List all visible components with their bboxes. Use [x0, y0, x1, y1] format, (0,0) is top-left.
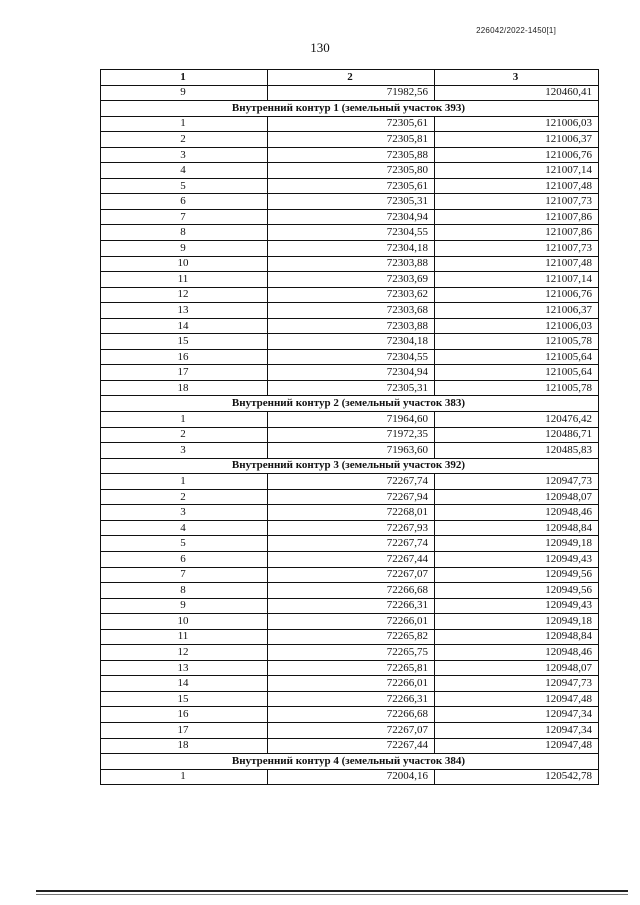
y-coordinate-cell: 120948,46 — [435, 645, 599, 661]
point-number-cell: 1 — [101, 769, 268, 785]
x-coordinate-cell: 72266,68 — [268, 583, 435, 599]
y-coordinate-cell: 120949,18 — [435, 536, 599, 552]
table-row — [101, 489, 599, 505]
point-number-cell: 4 — [101, 520, 268, 536]
point-number-cell: 5 — [101, 536, 268, 552]
table-row — [101, 147, 599, 163]
point-number-cell: 13 — [101, 303, 268, 319]
table-row — [101, 645, 599, 661]
x-coordinate-cell: 72268,01 — [268, 505, 435, 521]
document-id: 226042/2022-1450[1] — [476, 26, 556, 35]
y-coordinate-cell: 120949,18 — [435, 614, 599, 630]
x-coordinate-cell: 72305,61 — [268, 178, 435, 194]
table-row — [101, 536, 599, 552]
table-row — [101, 722, 599, 738]
point-number-cell: 14 — [101, 318, 268, 334]
table-row — [101, 116, 599, 132]
y-coordinate-cell: 120947,34 — [435, 707, 599, 723]
table-row — [101, 427, 599, 443]
table-row — [101, 474, 599, 490]
x-coordinate-cell: 72303,88 — [268, 318, 435, 334]
point-number-cell: 16 — [101, 707, 268, 723]
x-coordinate-cell: 72305,31 — [268, 194, 435, 210]
section-header-row — [101, 754, 599, 770]
point-number-cell: 3 — [101, 505, 268, 521]
point-number-cell: 2 — [101, 132, 268, 148]
y-coordinate-cell: 120542,78 — [435, 769, 599, 785]
y-coordinate-cell: 121007,48 — [435, 256, 599, 272]
table-row — [101, 303, 599, 319]
table-row — [101, 209, 599, 225]
y-coordinate-cell: 121006,37 — [435, 303, 599, 319]
table-row — [101, 334, 599, 350]
table-row — [101, 272, 599, 288]
y-coordinate-cell: 121005,78 — [435, 380, 599, 396]
point-number-cell: 7 — [101, 209, 268, 225]
table-row — [101, 412, 599, 428]
table-header-row — [101, 70, 599, 86]
table-row — [101, 707, 599, 723]
x-coordinate-cell: 72266,31 — [268, 691, 435, 707]
y-coordinate-cell: 121007,73 — [435, 194, 599, 210]
point-number-cell: 6 — [101, 551, 268, 567]
point-number-cell: 8 — [101, 225, 268, 241]
section-header-row — [101, 101, 599, 117]
point-number-cell: 17 — [101, 722, 268, 738]
y-coordinate-cell: 121007,14 — [435, 163, 599, 179]
point-number-cell: 11 — [101, 272, 268, 288]
table-row — [101, 551, 599, 567]
x-coordinate-cell: 72305,61 — [268, 116, 435, 132]
column-header-number: 1 — [101, 70, 268, 86]
y-coordinate-cell: 121007,73 — [435, 241, 599, 257]
x-coordinate-cell: 72304,18 — [268, 334, 435, 350]
point-number-cell: 9 — [101, 241, 268, 257]
x-coordinate-cell: 72304,55 — [268, 349, 435, 365]
table-row — [101, 178, 599, 194]
bottom-rule-thin — [36, 894, 628, 895]
point-number-cell: 2 — [101, 489, 268, 505]
point-number-cell: 12 — [101, 287, 268, 303]
x-coordinate-cell: 72305,81 — [268, 132, 435, 148]
section-label: Внутренний контур 3 (земельный участок 392) — [101, 458, 599, 474]
table-row — [101, 660, 599, 676]
table-row — [101, 163, 599, 179]
y-coordinate-cell: 121006,76 — [435, 147, 599, 163]
table-row — [101, 318, 599, 334]
table-row — [101, 629, 599, 645]
column-header-y: 3 — [435, 70, 599, 86]
table-body — [101, 85, 599, 785]
y-coordinate-cell: 120949,56 — [435, 583, 599, 599]
table-row — [101, 738, 599, 754]
table-row — [101, 614, 599, 630]
x-coordinate-cell: 72305,80 — [268, 163, 435, 179]
x-coordinate-cell: 72265,82 — [268, 629, 435, 645]
x-coordinate-cell: 72267,07 — [268, 567, 435, 583]
x-coordinate-cell: 72267,74 — [268, 536, 435, 552]
x-coordinate-cell: 71964,60 — [268, 412, 435, 428]
x-coordinate-cell: 72266,68 — [268, 707, 435, 723]
x-coordinate-cell: 72267,74 — [268, 474, 435, 490]
x-coordinate-cell: 72304,94 — [268, 209, 435, 225]
x-coordinate-cell: 72305,31 — [268, 380, 435, 396]
y-coordinate-cell: 120947,73 — [435, 676, 599, 692]
section-header-row — [101, 396, 599, 412]
table-row — [101, 365, 599, 381]
point-number-cell: 10 — [101, 256, 268, 272]
y-coordinate-cell: 120460,41 — [435, 85, 599, 101]
x-coordinate-cell: 72303,69 — [268, 272, 435, 288]
y-coordinate-cell: 121006,03 — [435, 318, 599, 334]
table-row — [101, 256, 599, 272]
y-coordinate-cell: 120476,42 — [435, 412, 599, 428]
page-number: 130 — [310, 40, 330, 55]
y-coordinate-cell: 120947,48 — [435, 738, 599, 754]
section-label: Внутренний контур 4 (земельный участок 384) — [101, 754, 599, 770]
x-coordinate-cell: 72266,01 — [268, 676, 435, 692]
y-coordinate-cell: 120949,43 — [435, 551, 599, 567]
y-coordinate-cell: 120949,43 — [435, 598, 599, 614]
table-row — [101, 225, 599, 241]
point-number-cell: 4 — [101, 163, 268, 179]
x-coordinate-cell: 72303,88 — [268, 256, 435, 272]
y-coordinate-cell: 120948,84 — [435, 520, 599, 536]
y-coordinate-cell: 121006,76 — [435, 287, 599, 303]
point-number-cell: 11 — [101, 629, 268, 645]
point-number-cell: 17 — [101, 365, 268, 381]
y-coordinate-cell: 121006,03 — [435, 116, 599, 132]
y-coordinate-cell: 121007,48 — [435, 178, 599, 194]
x-coordinate-cell: 72304,94 — [268, 365, 435, 381]
section-label: Внутренний контур 2 (земельный участок 383) — [101, 396, 599, 412]
table-row — [101, 349, 599, 365]
point-number-cell: 6 — [101, 194, 268, 210]
x-coordinate-cell: 72267,44 — [268, 738, 435, 754]
point-number-cell: 9 — [101, 598, 268, 614]
x-coordinate-cell: 72305,88 — [268, 147, 435, 163]
point-number-cell: 1 — [101, 116, 268, 132]
point-number-cell: 15 — [101, 334, 268, 350]
section-label: Внутренний контур 1 (земельный участок 393) — [101, 101, 599, 117]
table-row — [101, 132, 599, 148]
y-coordinate-cell: 120947,48 — [435, 691, 599, 707]
point-number-cell: 13 — [101, 660, 268, 676]
y-coordinate-cell: 121007,14 — [435, 272, 599, 288]
y-coordinate-cell: 121005,64 — [435, 349, 599, 365]
point-number-cell: 2 — [101, 427, 268, 443]
table-row — [101, 380, 599, 396]
bottom-rule — [36, 890, 628, 892]
point-number-cell: 7 — [101, 567, 268, 583]
point-number-cell: 16 — [101, 349, 268, 365]
point-number-cell: 9 — [101, 85, 268, 101]
y-coordinate-cell: 121007,86 — [435, 225, 599, 241]
table-row — [101, 567, 599, 583]
y-coordinate-cell: 120485,83 — [435, 443, 599, 459]
table-row — [101, 443, 599, 459]
x-coordinate-cell: 72266,31 — [268, 598, 435, 614]
point-number-cell: 3 — [101, 443, 268, 459]
y-coordinate-cell: 120948,46 — [435, 505, 599, 521]
point-number-cell: 15 — [101, 691, 268, 707]
x-coordinate-cell: 71963,60 — [268, 443, 435, 459]
y-coordinate-cell: 120948,84 — [435, 629, 599, 645]
table-row — [101, 287, 599, 303]
y-coordinate-cell: 121005,64 — [435, 365, 599, 381]
x-coordinate-cell: 72303,68 — [268, 303, 435, 319]
point-number-cell: 5 — [101, 178, 268, 194]
section-header-row — [101, 458, 599, 474]
y-coordinate-cell: 120947,34 — [435, 722, 599, 738]
table-row — [101, 85, 599, 101]
table-row — [101, 520, 599, 536]
x-coordinate-cell: 72266,01 — [268, 614, 435, 630]
x-coordinate-cell: 72267,44 — [268, 551, 435, 567]
x-coordinate-cell: 72303,62 — [268, 287, 435, 303]
table-row — [101, 769, 599, 785]
x-coordinate-cell: 72304,18 — [268, 241, 435, 257]
x-coordinate-cell: 72004,16 — [268, 769, 435, 785]
y-coordinate-cell: 120948,07 — [435, 660, 599, 676]
x-coordinate-cell: 72267,07 — [268, 722, 435, 738]
x-coordinate-cell: 72304,55 — [268, 225, 435, 241]
table-row — [101, 676, 599, 692]
point-number-cell: 10 — [101, 614, 268, 630]
y-coordinate-cell: 120486,71 — [435, 427, 599, 443]
table-row — [101, 583, 599, 599]
x-coordinate-cell: 71982,56 — [268, 85, 435, 101]
y-coordinate-cell: 121007,86 — [435, 209, 599, 225]
coordinates-table — [100, 69, 599, 785]
table-row — [101, 598, 599, 614]
point-number-cell: 18 — [101, 738, 268, 754]
table-row — [101, 691, 599, 707]
point-number-cell: 8 — [101, 583, 268, 599]
point-number-cell: 14 — [101, 676, 268, 692]
x-coordinate-cell: 72267,94 — [268, 489, 435, 505]
point-number-cell: 1 — [101, 474, 268, 490]
table-row — [101, 194, 599, 210]
x-coordinate-cell: 72265,75 — [268, 645, 435, 661]
point-number-cell: 18 — [101, 380, 268, 396]
x-coordinate-cell: 72267,93 — [268, 520, 435, 536]
point-number-cell: 12 — [101, 645, 268, 661]
y-coordinate-cell: 121006,37 — [435, 132, 599, 148]
y-coordinate-cell: 120948,07 — [435, 489, 599, 505]
table-row — [101, 505, 599, 521]
table-row — [101, 241, 599, 257]
y-coordinate-cell: 120949,56 — [435, 567, 599, 583]
column-header-x: 2 — [268, 70, 435, 86]
x-coordinate-cell: 71972,35 — [268, 427, 435, 443]
point-number-cell: 1 — [101, 412, 268, 428]
point-number-cell: 3 — [101, 147, 268, 163]
y-coordinate-cell: 121005,78 — [435, 334, 599, 350]
x-coordinate-cell: 72265,81 — [268, 660, 435, 676]
y-coordinate-cell: 120947,73 — [435, 474, 599, 490]
